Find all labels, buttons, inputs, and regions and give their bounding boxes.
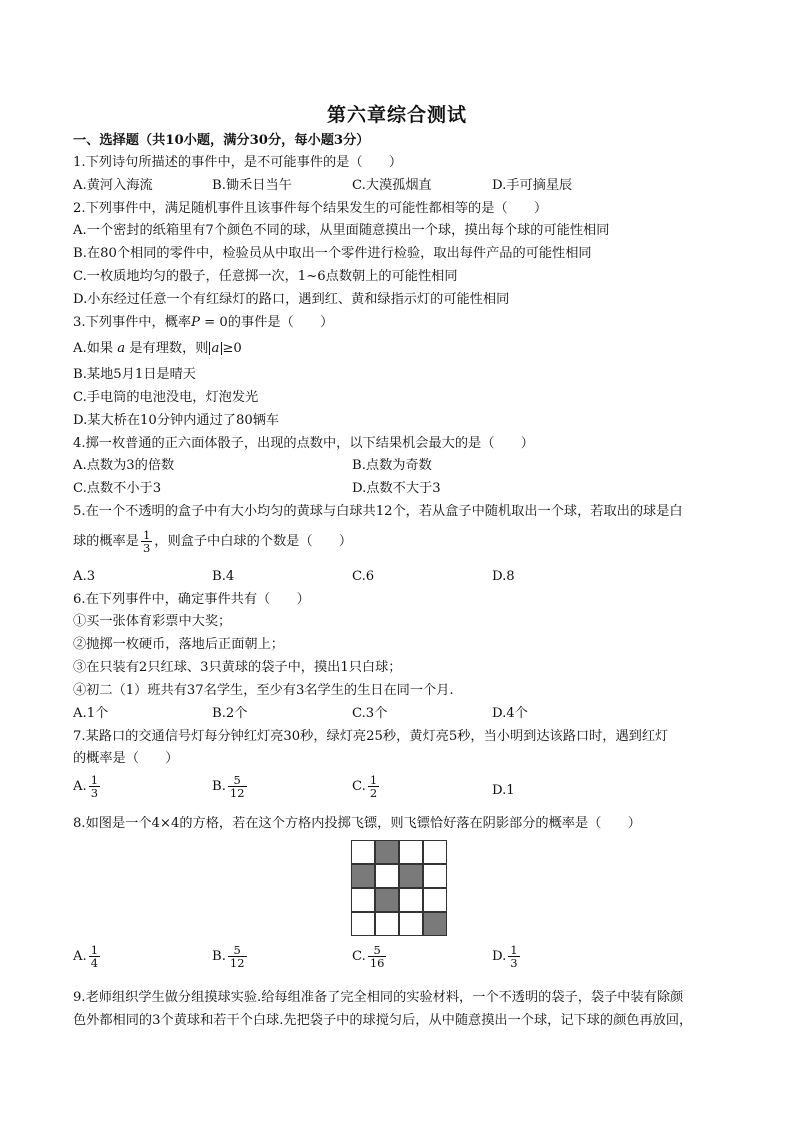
q5-stem2-suffix: ，则盒子中白球的个数是（ ） (154, 534, 353, 549)
grid-cell (399, 912, 423, 936)
q3-a-middle: 是有理数，则 (129, 341, 209, 356)
q3-stem-prefix: 3.下列事件中，概率 (73, 315, 192, 330)
grid-cell (351, 840, 375, 864)
grid-cell (423, 840, 447, 864)
grid-cell (423, 864, 447, 888)
q8-option-a (73, 944, 102, 969)
q8-option-b (212, 944, 249, 969)
q2-option-c: C.一枚质地均匀的骰子，任意掷一次，1~6点数朝上的可能性相同 (73, 269, 458, 284)
q4-option-a: A.点数为3的倍数 (73, 458, 175, 473)
q1-option-a: A.黄河入海流 (73, 178, 153, 193)
q5-stem-line1: 5.在一个不透明的盒子中有大小均匀的黄球与白球共12个，若从盒子中随机取出一个球，若取出的球是白 (73, 504, 683, 519)
q6-option-b: B.2个 (212, 706, 248, 721)
grid-cell-shaded (351, 864, 375, 888)
q3-a-abs-value: a (209, 342, 223, 355)
q8-c-numerator: 5 (368, 944, 387, 957)
q5-fraction (141, 529, 152, 554)
q8-option-d (492, 944, 522, 969)
q8-grid-figure (351, 840, 447, 936)
q7-option-b (212, 774, 249, 799)
q8-option-c-label: C. (352, 949, 366, 964)
q3-option-a (73, 341, 242, 357)
q8-c-denominator: 16 (369, 956, 385, 970)
q3-option-d: D.某大桥在10分钟内通过了80辆车 (73, 413, 280, 428)
q8-option-b-fraction (228, 944, 247, 969)
q8-stem: 8.如图是一个4×4的方格，若在这个方格内投掷飞镖，则飞镖恰好落在阴影部分的概率是（ ） (73, 816, 641, 831)
q3-a-variable: a (117, 341, 126, 356)
q6-item-4: ④初二（1）班共有37名学生，至少有3名学生的生日在同一个月. (73, 683, 454, 698)
grid-cell-shaded (423, 912, 447, 936)
q3-option-b: B.某地5月1日是晴天 (73, 367, 196, 382)
grid-cell (351, 888, 375, 912)
q3-stem (73, 315, 333, 331)
grid-cell (399, 840, 423, 864)
q8-option-d-label: D. (492, 949, 507, 964)
q9-stem-line2: 色外都相同的3个黄球和若干个白球.先把袋子中的球搅匀后，从中随意摸出一个球，记下球的颜色再放回， (73, 1013, 693, 1028)
q4-option-c: C.点数不小于3 (73, 481, 162, 496)
q9-stem-line1: 9.老师组织学生做分组摸球实验.给每组准备了完全相同的实验材料，一个不透明的袋子，袋子中装有除颜 (73, 990, 684, 1005)
q5-stem2-prefix: 球的概率是 (73, 534, 139, 549)
grid-cell (375, 912, 399, 936)
q1-option-d: D.手可摘星辰 (492, 178, 573, 193)
q5-fraction-denominator: 3 (142, 541, 151, 555)
q6-item-3: ③在只装有2只红球、3只黄球的袋子中，摸出1只白球； (73, 660, 402, 675)
q6-option-d: D.4个 (492, 706, 528, 721)
q8-d-numerator: 1 (510, 943, 518, 957)
q8-b-denominator: 12 (229, 956, 245, 970)
q6-item-1: ①买一张体育彩票中大奖； (73, 614, 232, 629)
q7-option-b-label: B. (212, 779, 226, 794)
q4-option-d: D.点数不大于3 (352, 481, 441, 496)
q7-a-numerator: 1 (90, 773, 99, 787)
grid-cell-shaded (375, 840, 399, 864)
grid-cell-shaded (399, 864, 423, 888)
q1-option-b: B.锄禾日当午 (212, 178, 292, 193)
q8-d-denominator: 3 (510, 956, 518, 970)
q7-option-b-fraction (228, 774, 247, 799)
q7-stem-line2: 的概率是（ ） (73, 751, 179, 766)
q7-option-d: D.1 (492, 783, 515, 798)
q4-stem: 4.掷一枚普通的正六面体骰子，出现的点数中，以下结果机会最大的是（ ） (73, 436, 534, 451)
q3-stem-suffix: = 0的事件是（ ） (199, 315, 334, 330)
q2-option-a: A.一个密封的纸箱里有7个颜色不同的球，从里面随意摸出一个球，摸出每个球的可能性相同 (73, 223, 610, 238)
q6-item-2: ②抛掷一枚硬币，落地后正面朝上； (73, 637, 284, 652)
q7-b-numerator: 5 (228, 774, 247, 787)
q4-option-b: B.点数为奇数 (352, 458, 432, 473)
q7-b-denominator: 12 (229, 786, 245, 800)
grid-cell (375, 864, 399, 888)
grid-cell-shaded (375, 888, 399, 912)
q2-option-b: B.在80个相同的零件中，检验员从中取出一个零件进行检验，取出每件产品的可能性相同 (73, 246, 592, 261)
q8-option-a-fraction (89, 944, 100, 969)
page-title: 第六章综合测试 (326, 104, 467, 126)
q3-variable-p: P (191, 315, 200, 330)
q3-a-prefix: A.如果 (73, 341, 114, 356)
q5-option-d: D.8 (492, 569, 515, 584)
q7-option-c-fraction (368, 774, 379, 799)
q7-c-numerator: 1 (369, 773, 378, 787)
q5-option-b: B.4 (212, 569, 235, 584)
q8-b-numerator: 5 (228, 944, 247, 957)
q2-stem: 2.下列事件中，满足随机事件且该事件每个结果发生的可能性都相等的是（ ） (73, 201, 548, 216)
q8-a-denominator: 4 (90, 956, 99, 970)
q8-option-c-fraction (368, 944, 387, 969)
q7-option-a-label: A. (73, 779, 87, 794)
grid-cell (423, 888, 447, 912)
q7-option-c (352, 774, 381, 799)
section-heading: 一、选择题（共10小题，满分30分，每小题3分） (73, 133, 370, 148)
q5-stem-line2 (73, 528, 352, 556)
q7-stem-line1: 7.某路口的交通信号灯每分钟红灯亮30秒，绿灯亮25秒，黄灯亮5秒，当小明到达该路口时，遇到红灯 (73, 729, 669, 744)
q7-c-denominator: 2 (369, 786, 378, 800)
grid-cell (351, 912, 375, 936)
q8-a-numerator: 1 (90, 943, 99, 957)
q6-stem: 6.在下列事件中，确定事件共有（ ） (73, 592, 310, 607)
q1-option-c: C.大漠孤烟直 (352, 178, 432, 193)
q7-option-c-label: C. (352, 779, 366, 794)
grid-cell (399, 888, 423, 912)
q6-option-c: C.3个 (352, 706, 388, 721)
q8-option-a-label: A. (73, 949, 87, 964)
q6-option-a: A.1个 (73, 706, 109, 721)
q3-option-c: C.手电筒的电池没电，灯泡发光 (73, 390, 259, 405)
q5-option-c: C.6 (352, 569, 375, 584)
q5-fraction-numerator: 1 (142, 528, 151, 542)
q8-option-d-fraction (508, 944, 519, 969)
q7-option-a (73, 774, 102, 799)
q8-option-c (352, 944, 388, 969)
q3-a-suffix: ≥0 (222, 341, 242, 356)
q7-option-a-fraction (89, 774, 100, 799)
q8-option-b-label: B. (212, 949, 226, 964)
q7-a-denominator: 3 (90, 786, 99, 800)
q2-option-d: D.小东经过任意一个有红绿灯的路口，遇到红、黄和绿指示灯的可能性相同 (73, 292, 510, 307)
q5-option-a: A.3 (73, 569, 96, 584)
q1-stem: 1.下列诗句所描述的事件中，是不可能事件的是（ ） (73, 155, 403, 170)
